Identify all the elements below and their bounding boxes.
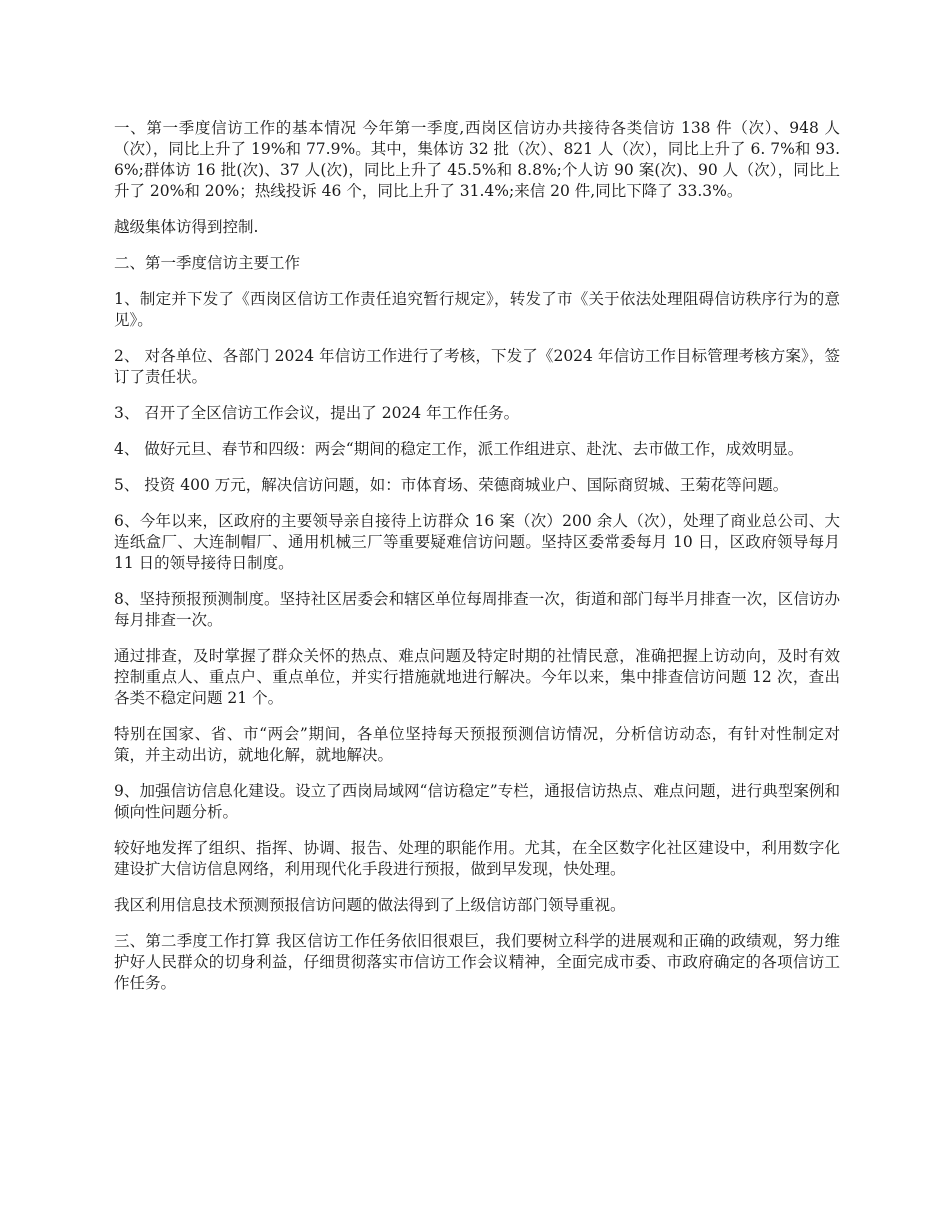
paragraph-item-4: 4、 做好元旦、春节和四级：两会“期间的稳定工作，派工作组进京、赴沈、去市做工作，成效明显。 [114, 440, 804, 458]
paragraph-recognition: 我区利用信息技术预测预报信访问题的做法得到了上级信访部门领导重视。 [114, 896, 626, 914]
paragraph-item-9: 9、加强信访信息化建设。设立了西岗局域网“信访稳定”专栏，通报信访热点、难点问题，进行典型案例和倾向性问题分析。 [114, 782, 840, 821]
paragraph-item-6: 6、今年以来，区政府的主要领导亲自接待上访群众 16 案（次）200 余人（次），处理了商业总公司、大连纸盒厂、大连制帽厂、通用机械三厂等重要疑难信访问题。坚持区委常委每月 10 日，区政府领导每月 11 日的领导接待日制度。 [114, 512, 840, 572]
section-heading-main-work: 二、第一季度信访主要工作 [114, 254, 301, 272]
paragraph-item-8: 8、坚持预报预测制度。坚持社区居委会和辖区单位每周排查一次，街道和部门每半月排查一次，区信访办每月排查一次。 [114, 590, 840, 629]
paragraph-screening: 通过排查，及时掌握了群众关怀的热点、难点问题及特定时期的社情民意，准确把握上访动向，及时有效控制重点人、重点户、重点单位，并实行措施就地进行解决。今年以来，集中排查信访问题 12 次，查出各类不稳定问题 21 个。 [114, 647, 840, 707]
document-body [114, 118, 840, 1009]
paragraph-function: 较好地发挥了组织、指挥、协调、报告、处理的职能作用。尤其，在全区数字化社区建设中，利用数字化建设扩大信访信息网络，利用现代化手段进行预报，做到早发现，快处理。 [114, 839, 840, 878]
section-heading-second-quarter: 三、第二季度工作打算 我区信访工作任务依旧很艰巨，我们要树立科学的进展观和正确的政绩观，努力维护好人民群众的切身利益，仔细贯彻落实市信访工作会议精神，全面完成市委、市政府确定的各项信访工作任务。 [114, 932, 840, 992]
paragraph-item-1: 1、制定并下发了《西岗区信访工作责任追究暂行规定》，转发了市《关于依法处理阻碍信访秩序行为的意见》。 [114, 290, 840, 329]
paragraph-item-3: 3、 召开了全区信访工作会议，提出了 2024 年工作任务。 [114, 404, 520, 422]
paragraph-basic-situation: 一、第一季度信访工作的基本情况 今年第一季度,西岗区信访办共接待各类信访 138 件（次）、948 人（次），同比上升了 19%和 77.9%。其中，集体访 32 批（次）、821 人（次），同比上升了 6. 7%和 93.6%;群体访 16 批(次)、37 人(次)，同比上升了 45.5%和 8.8%;个人访 90 案(次)、90 人（次），同比上升了 20%和 20%；热线投诉 46 个，同比上升了 31.4%;来信 20 件,同比下降了 33.3%。 [114, 119, 840, 200]
paragraph-two-sessions: 特别在国家、省、市“两会”期间，各单位坚持每天预报预测信访情况，分析信访动态，有针对性制定对策，并主动出访，就地化解，就地解决。 [114, 725, 840, 764]
paragraph-item-5: 5、 投资 400 万元，解决信访问题，如：市体育场、荣德商城业户、国际商贸城、王菊花等问题。 [114, 476, 789, 494]
paragraph-control: 越级集体访得到控制. [114, 218, 259, 236]
paragraph-item-2: 2、 对各单位、各部门 2024 年信访工作进行了考核，下发了《2024 年信访工作目标管理考核方案》，签订了责任状。 [114, 347, 840, 386]
